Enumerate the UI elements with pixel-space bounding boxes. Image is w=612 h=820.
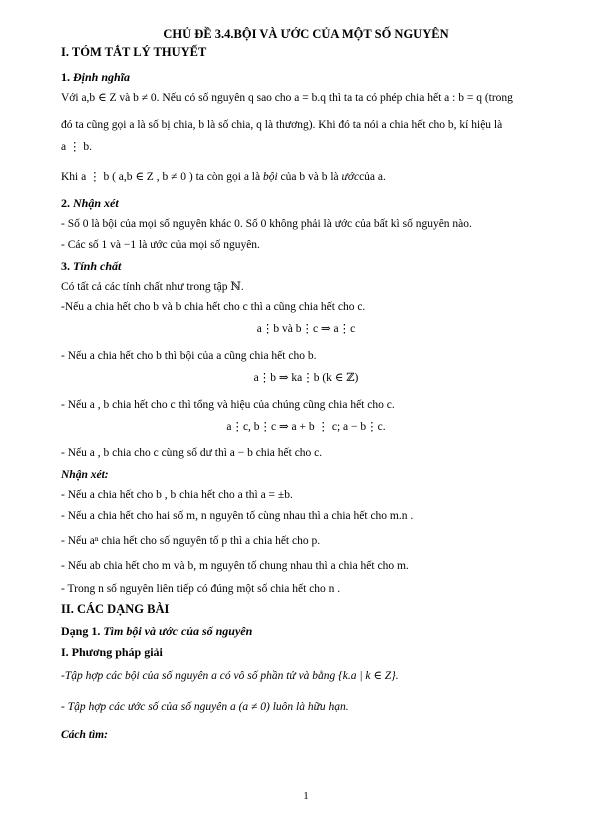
heading-type-1 xyxy=(61,624,572,639)
section-heading-theory: I. TÓM TẮT LÝ THUYẾT xyxy=(61,45,207,59)
method-line-2: - Tập hợp các ước số của số nguyên a (a ≠ 0) luôn là hữu hạn. xyxy=(61,701,349,713)
property-4: - Nếu a , b chia cho c cùng số dư thì a − b chia hết cho c. xyxy=(61,447,323,459)
heading-properties xyxy=(61,259,572,274)
property-3: - Nếu a , b chia hết cho c thì tổng và hiệu của chúng cũng chia hết cho c. xyxy=(61,399,395,411)
type-label: Tìm bội và ước của số nguyên xyxy=(103,624,253,638)
remark-2-line-5: - Trong n số nguyên liên tiếp có đúng một số chia hết cho n . xyxy=(61,583,341,595)
heading-method: I. Phương pháp giải xyxy=(61,645,163,659)
formula-1: a⋮b và b⋮c ⇒ a⋮c xyxy=(256,323,356,335)
heading-number: 2. xyxy=(61,196,73,210)
heading-how-to-find: Cách tìm: xyxy=(61,729,108,741)
section-heading-exercises: II. CÁC DẠNG BÀI xyxy=(61,602,170,616)
definition-line-4 xyxy=(61,170,572,185)
text-span: của a. xyxy=(359,171,386,183)
remark-2-line-4: - Nếu ab chia hết cho m và b, m nguyên tố chung nhau thì a chia hết cho m. xyxy=(61,560,409,572)
document-title: CHỦ ĐỀ 3.4.BỘI VÀ ƯỚC CỦA MỘT SỐ NGUYÊN xyxy=(163,27,449,41)
page-number: 1 xyxy=(303,790,309,802)
heading-number: 1. xyxy=(61,70,73,84)
term-divisor: ước xyxy=(341,171,360,183)
remark-line-1: - Số 0 là bội của mọi số nguyên khác 0. Số 0 không phải là ước của bất kì số nguyên nào. xyxy=(61,218,472,230)
heading-number: 3. xyxy=(61,259,73,273)
heading-label: Tính chất xyxy=(73,259,122,273)
remark-2-line-1: - Nếu a chia hết cho b , b chia hết cho a thì a = ±b. xyxy=(61,489,293,501)
term-multiple: bội xyxy=(262,171,278,183)
remark-2-line-3: - Nếu aⁿ chia hết cho số nguyên tố p thì a chia hết cho p. xyxy=(61,535,321,547)
definition-line-3: a ⋮ b. xyxy=(61,141,92,153)
properties-intro: Có tất cả các tính chất như trong tập ℕ. xyxy=(61,281,244,293)
property-2: - Nếu a chia hết cho b thì bội của a cũng chia hết cho b. xyxy=(61,350,317,362)
heading-definition xyxy=(61,70,572,85)
remark-line-2: - Các số 1 và −1 là ước của mọi số nguyên. xyxy=(61,239,260,251)
definition-line-1: Với a,b ∈ Z và b ≠ 0. Nếu có số nguyên q sao cho a = b.q thì ta ta có phép chia hết a : b = q (trong xyxy=(61,92,513,104)
heading-remark-2: Nhận xét: xyxy=(61,469,109,481)
heading-label: Định nghĩa xyxy=(73,70,131,84)
definition-line-2: đó ta cũng gọi a là số bị chia, b là số chia, q là thương). Khi đó ta nói a chia hết cho b, kí hiệu là xyxy=(61,119,503,131)
text-span: của b và b là xyxy=(277,171,342,183)
method-line-1: -Tập hợp các bội của số nguyên a có vô số phần tử và bằng {k.a | k ∈ Z}. xyxy=(61,670,399,682)
formula-3: a⋮c, b⋮c ⇒ a + b ⋮ c; a − b⋮c. xyxy=(226,421,386,433)
text-span: Khi a ⋮ b ( a,b ∈ Z , b ≠ 0 ) ta còn gọi a là xyxy=(61,171,263,183)
remark-2-line-2: - Nếu a chia hết cho hai số m, n nguyên tố cùng nhau thì a chia hết cho m.n . xyxy=(61,510,414,522)
property-1: -Nếu a chia hết cho b và b chia hết cho c thì a cũng chia hết cho c. xyxy=(61,301,366,313)
heading-remark xyxy=(61,196,572,211)
heading-label: Nhận xét xyxy=(73,196,119,210)
formula-2: a⋮b ⇒ ka⋮b (k ∈ ℤ) xyxy=(253,372,359,384)
type-prefix: Dạng 1. xyxy=(61,624,104,638)
